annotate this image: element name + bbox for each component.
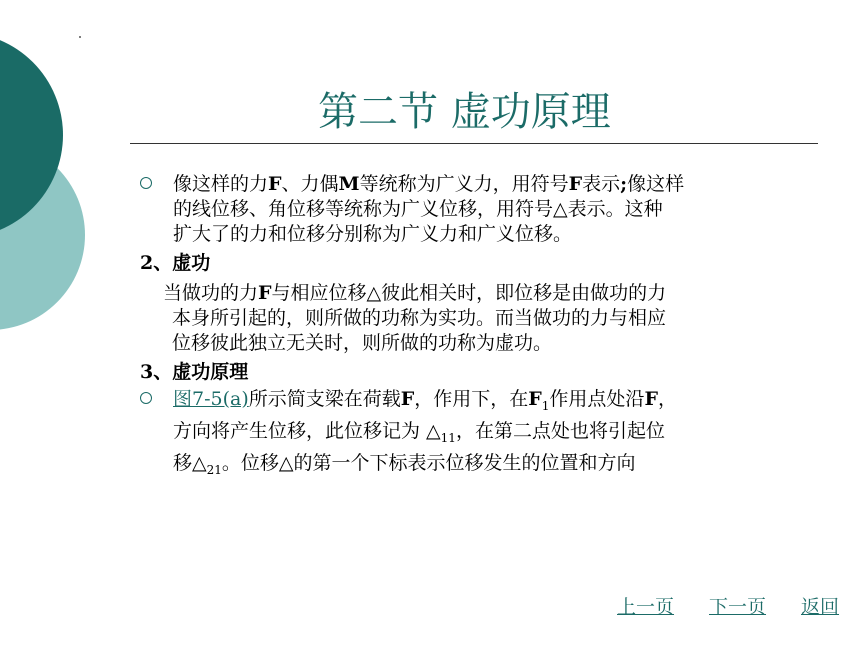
section-heading-virtual-work: 2、虚功	[140, 252, 211, 274]
bullet3-line3	[173, 451, 820, 483]
symbol-F: F	[258, 282, 272, 304]
para2-line3: 位移彼此独立无关时，则所做的功称为虚功。	[172, 332, 553, 354]
symbol-F: F	[268, 173, 282, 195]
text-run: 像这样的力	[173, 173, 269, 195]
symbol-M: M	[338, 173, 360, 195]
dark-teal-circle	[0, 32, 63, 238]
prev-page-link[interactable]: 上一页	[617, 596, 675, 618]
bullet1-line1	[173, 172, 820, 197]
title-divider	[130, 143, 818, 144]
back-link[interactable]: 返回	[801, 596, 840, 618]
next-page-link[interactable]: 下一页	[709, 596, 767, 618]
text-run: ，在第二点处也将引起位	[455, 419, 665, 442]
semicolon: ;	[620, 173, 628, 195]
hollow-bullet-icon	[140, 177, 152, 189]
text-run: 像这样	[627, 173, 685, 195]
small-dot	[79, 36, 81, 38]
bullet3-line1	[173, 387, 820, 419]
text-run: 等统称为广义力，用符号	[359, 173, 569, 195]
slide-body	[140, 172, 820, 482]
subscript: 21	[206, 462, 222, 477]
text-run: 所示简支梁在荷载	[248, 388, 401, 410]
text-run: 表示	[582, 173, 621, 195]
bullet-beam-example	[140, 387, 820, 482]
text-run: 与相应位移△彼此相关时，即位移是由做功的力	[271, 282, 667, 304]
paragraph-virtual-work	[140, 281, 820, 356]
symbol-F: F	[400, 388, 415, 410]
bullet1-line3: 扩大了的力和位移分别称为广义力和广义位移。	[173, 223, 573, 245]
symbol-F: F	[644, 388, 658, 410]
bullet1-line2: 的线位移、角位移等统称为广义位移，用符号△表示。这种	[173, 198, 663, 220]
text-run: 作用点处沿	[549, 388, 645, 410]
symbol-F: F	[568, 173, 583, 195]
subscript: 11	[440, 430, 456, 445]
symbol-F: F	[528, 388, 542, 410]
figure-link[interactable]: 图7-5(a)	[173, 388, 249, 410]
text-run: 。位移△的第一个下标表示位移发生的位置和方向	[221, 451, 636, 474]
text-run: 当做功的力	[163, 282, 259, 304]
text-run: 方向将产生位移，此位移记为 △	[173, 419, 441, 442]
hollow-bullet-icon	[140, 392, 152, 404]
para2-line1	[164, 281, 820, 306]
subscript: 1	[541, 398, 550, 413]
text-run: 移△	[173, 451, 207, 474]
para2-line2: 本身所引起的，则所做的功称为实功。而当做功的力与相应	[172, 307, 667, 329]
slide-title: 第二节 虚功原理	[318, 89, 611, 135]
section-heading-virtual-work-principle: 3、虚功原理	[140, 361, 249, 383]
text-run: ，作用下，在	[414, 388, 529, 410]
text-run: 、力偶	[281, 173, 339, 195]
text-run: ，	[657, 388, 677, 410]
light-teal-circle	[0, 140, 85, 330]
bullet3-line2	[173, 419, 820, 451]
bullet-generalized-force	[140, 172, 820, 247]
